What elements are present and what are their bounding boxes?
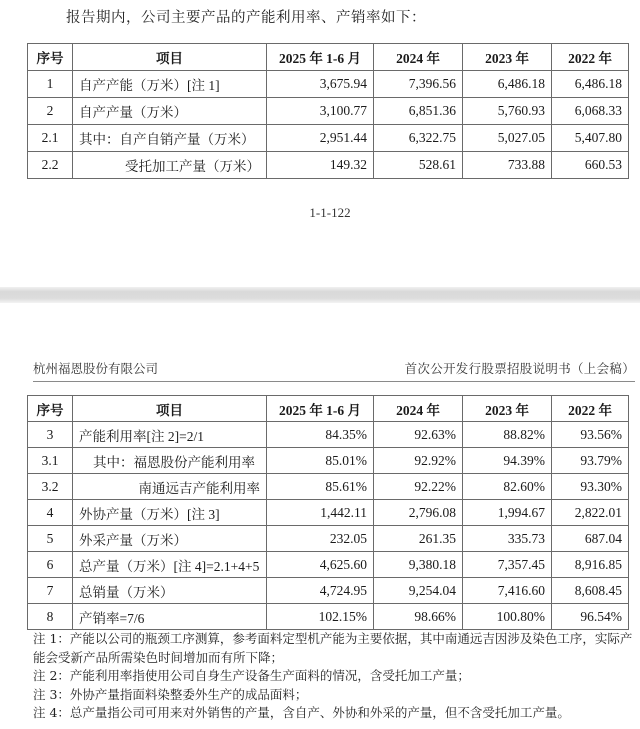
cell-item: 总产量（万米）[注 4]=2.1+4+5 [73, 552, 267, 578]
table-row [28, 552, 629, 578]
cell-item: 产销率=7/6 [73, 604, 267, 630]
cell-value: 1,442.11 [267, 500, 374, 526]
cell-value: 7,396.56 [374, 71, 463, 98]
cell-value: 85.01% [267, 448, 374, 474]
intro-paragraph: 报告期内，公司主要产品的产能利用率、产销率如下： [66, 10, 426, 26]
header-2022: 2022 年 [552, 44, 629, 71]
table-row [28, 98, 629, 125]
cell-value: 8,608.45 [552, 578, 629, 604]
cell-item: 自产产能（万米）[注 1] [73, 71, 267, 98]
header-2025h1: 2025 年 1-6 月 [267, 396, 374, 422]
cell-value: 1,994.67 [463, 500, 552, 526]
cell-value: 7,416.60 [463, 578, 552, 604]
cell-value: 93.30% [552, 474, 629, 500]
table-row [28, 152, 629, 179]
table-row [28, 474, 629, 500]
cell-seq: 7 [28, 578, 73, 604]
cell-seq: 2.2 [28, 152, 73, 179]
cell-value: 5,760.93 [463, 98, 552, 125]
cell-value: 82.60% [463, 474, 552, 500]
cell-item: 受托加工产量（万米） [73, 152, 267, 179]
table-row [28, 125, 629, 152]
cell-value: 5,027.05 [463, 125, 552, 152]
header-2024: 2024 年 [374, 44, 463, 71]
cell-value: 335.73 [463, 526, 552, 552]
table-row [28, 578, 629, 604]
cell-seq: 2 [28, 98, 73, 125]
cell-value: 2,796.08 [374, 500, 463, 526]
cell-item: 其中：自产自销产量（万米） [73, 125, 267, 152]
header-seq: 序号 [28, 396, 73, 422]
cell-item: 南通远吉产能利用率 [73, 474, 267, 500]
note-1: 注 1：产能以公司的瓶颈工序测算，参考面料定型机产能为主要依据，其中南通远吉因涉及染色工序，实际产能会受新产品所需染色时间增加而有所下降； [33, 631, 633, 665]
page-number: 1-1-122 [309, 205, 351, 220]
cell-seq: 6 [28, 552, 73, 578]
cell-value: 102.15% [267, 604, 374, 630]
cell-value: 92.63% [374, 422, 463, 448]
header-2022: 2022 年 [552, 396, 629, 422]
cell-seq: 2.1 [28, 125, 73, 152]
note-2: 注 2：产能利用率指使用公司自身生产设备生产面料的情况，含受托加工产量； [33, 668, 470, 683]
cell-value: 5,407.80 [552, 125, 629, 152]
cell-item: 产能利用率[注 2]=2/1 [73, 422, 267, 448]
cell-item: 其中：福恩股份产能利用率 [73, 448, 267, 474]
cell-value: 6,851.36 [374, 98, 463, 125]
cell-value: 528.61 [374, 152, 463, 179]
cell-value: 4,724.95 [267, 578, 374, 604]
cell-value: 88.82% [463, 422, 552, 448]
cell-value: 7,357.45 [463, 552, 552, 578]
cell-value: 687.04 [552, 526, 629, 552]
cell-value: 9,380.18 [374, 552, 463, 578]
header-2025h1: 2025 年 1-6 月 [267, 44, 374, 71]
cell-seq: 3.1 [28, 448, 73, 474]
cell-value: 9,254.04 [374, 578, 463, 604]
table-header-row [28, 44, 629, 71]
cell-value: 100.80% [463, 604, 552, 630]
document-title: 首次公开发行股票招股说明书（上会稿） [404, 361, 635, 376]
note-3: 注 3：外协产量指面料染整委外生产的成品面料； [33, 686, 308, 702]
cell-value: 232.05 [267, 526, 374, 552]
cell-value: 2,951.44 [267, 125, 374, 152]
cell-value: 6,486.18 [552, 71, 629, 98]
page-separator [0, 287, 640, 303]
cell-value: 92.92% [374, 448, 463, 474]
cell-seq: 5 [28, 526, 73, 552]
cell-value: 85.61% [267, 474, 374, 500]
cell-value: 94.39% [463, 448, 552, 474]
header-seq: 序号 [28, 44, 73, 71]
table-row [28, 71, 629, 98]
cell-seq: 4 [28, 500, 73, 526]
cell-item: 总销量（万米） [73, 578, 267, 604]
table-row [28, 500, 629, 526]
company-name: 杭州福恩股份有限公司 [33, 361, 159, 376]
cell-value: 93.79% [552, 448, 629, 474]
cell-seq: 8 [28, 604, 73, 630]
header-item: 项目 [73, 396, 267, 422]
header-2023: 2023 年 [463, 396, 552, 422]
header-2024: 2024 年 [374, 396, 463, 422]
cell-value: 6,486.18 [463, 71, 552, 98]
table-row [28, 422, 629, 448]
cell-value: 2,822.01 [552, 500, 629, 526]
table-header-row [28, 396, 629, 422]
cell-value: 84.35% [267, 422, 374, 448]
cell-seq: 3 [28, 422, 73, 448]
cell-seq: 3.2 [28, 474, 73, 500]
running-header [33, 357, 635, 382]
cell-value: 149.32 [267, 152, 374, 179]
table-row [28, 448, 629, 474]
capacity-table-part1 [27, 43, 629, 179]
cell-value: 4,625.60 [267, 552, 374, 578]
cell-seq: 1 [28, 71, 73, 98]
table-notes [33, 630, 633, 723]
note-4: 注 4：总产量指公司可用来对外销售的产量，含自产、外协和外采的产量，但不含受托加工产量。 [33, 705, 570, 720]
cell-item: 外协产量（万米）[注 3] [73, 500, 267, 526]
cell-value: 3,675.94 [267, 71, 374, 98]
cell-item: 自产产量（万米） [73, 98, 267, 125]
cell-value: 733.88 [463, 152, 552, 179]
table-row [28, 604, 629, 630]
header-item: 项目 [73, 44, 267, 71]
cell-value: 3,100.77 [267, 98, 374, 125]
cell-value: 6,068.33 [552, 98, 629, 125]
cell-value: 93.56% [552, 422, 629, 448]
cell-value: 261.35 [374, 526, 463, 552]
cell-value: 98.66% [374, 604, 463, 630]
cell-value: 92.22% [374, 474, 463, 500]
header-2023: 2023 年 [463, 44, 552, 71]
cell-value: 660.53 [552, 152, 629, 179]
cell-value: 96.54% [552, 604, 629, 630]
cell-item: 外采产量（万米） [73, 526, 267, 552]
cell-value: 6,322.75 [374, 125, 463, 152]
capacity-table-part2 [27, 395, 629, 630]
cell-value: 8,916.85 [552, 552, 629, 578]
table-row [28, 526, 629, 552]
